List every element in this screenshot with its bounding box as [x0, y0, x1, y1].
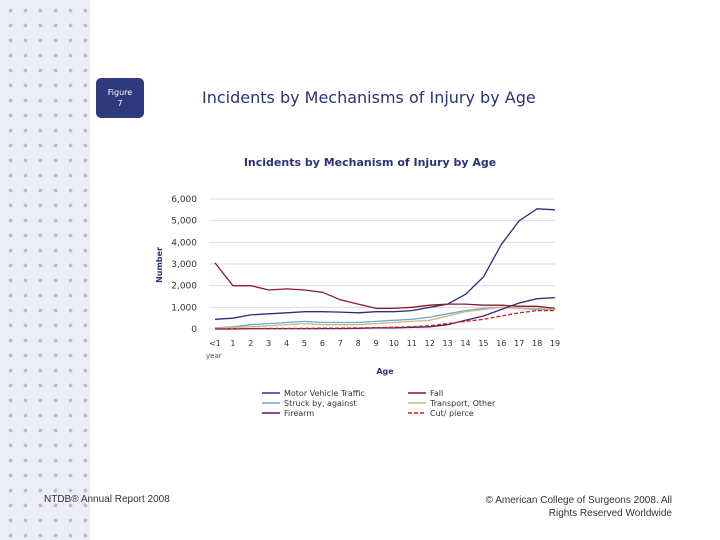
- x-axis-label: Age: [376, 367, 394, 376]
- series-line: [215, 307, 555, 328]
- legend-label: Cut/ pierce: [430, 409, 474, 418]
- x-tick-label: 7: [337, 339, 343, 348]
- legend-label: Motor Vehicle Traffic: [284, 389, 365, 398]
- x-tick-label: 3: [266, 339, 272, 348]
- footer-left: NTDB® Annual Report 2008: [44, 494, 170, 505]
- x-tick-label: 15: [478, 339, 489, 348]
- x-tick-label: 12: [424, 339, 435, 348]
- legend-label: Fall: [430, 389, 444, 398]
- x-tick-label: 10: [388, 339, 400, 348]
- y-tick-label: 2,000: [171, 281, 197, 292]
- x-tick-label: 18: [532, 339, 543, 348]
- footer-right: © American College of Surgeons 2008. All Rights Reserved Worldwide: [485, 495, 672, 519]
- x-tick-label: 17: [514, 339, 525, 348]
- chart-title: Incidents by Mechanism of Injury by Age: [243, 156, 497, 169]
- x-tick-label: <1: [209, 339, 221, 348]
- x-tick-label: 11: [406, 339, 417, 348]
- figure-label: Figure: [107, 88, 133, 97]
- x-tick-label: 8: [355, 339, 361, 348]
- y-axis-label: Number: [155, 247, 164, 283]
- slide-title: Incidents by Mechanisms of Injury by Age: [202, 88, 536, 107]
- x-tick-label: 13: [442, 339, 453, 348]
- x-unit-label: year: [206, 352, 222, 360]
- x-tick-label: 5: [301, 339, 308, 348]
- x-tick-label: 19: [549, 339, 561, 348]
- x-tick-label: 6: [319, 339, 325, 348]
- x-tick-label: 16: [496, 339, 507, 348]
- y-tick-label: 0: [191, 325, 197, 335]
- legend-label: Firearm: [284, 409, 315, 418]
- y-tick-label: 1,000: [171, 303, 197, 314]
- x-tick-label: 9: [373, 339, 379, 348]
- series-line: [215, 307, 555, 328]
- x-tick-label: 2: [248, 339, 254, 348]
- figure-number: 7: [117, 99, 123, 108]
- y-tick-label: 6,000: [171, 195, 197, 205]
- y-tick-label: 4,000: [171, 238, 197, 249]
- legend-label: Transport, Other: [430, 399, 496, 408]
- x-tick-label: 1: [230, 339, 236, 348]
- legend-label: Struck by, against: [284, 399, 357, 408]
- y-tick-label: 5,000: [171, 216, 197, 227]
- x-tick-label: 14: [460, 339, 471, 348]
- y-tick-label: 3,000: [171, 260, 197, 270]
- x-tick-label: 4: [284, 339, 290, 348]
